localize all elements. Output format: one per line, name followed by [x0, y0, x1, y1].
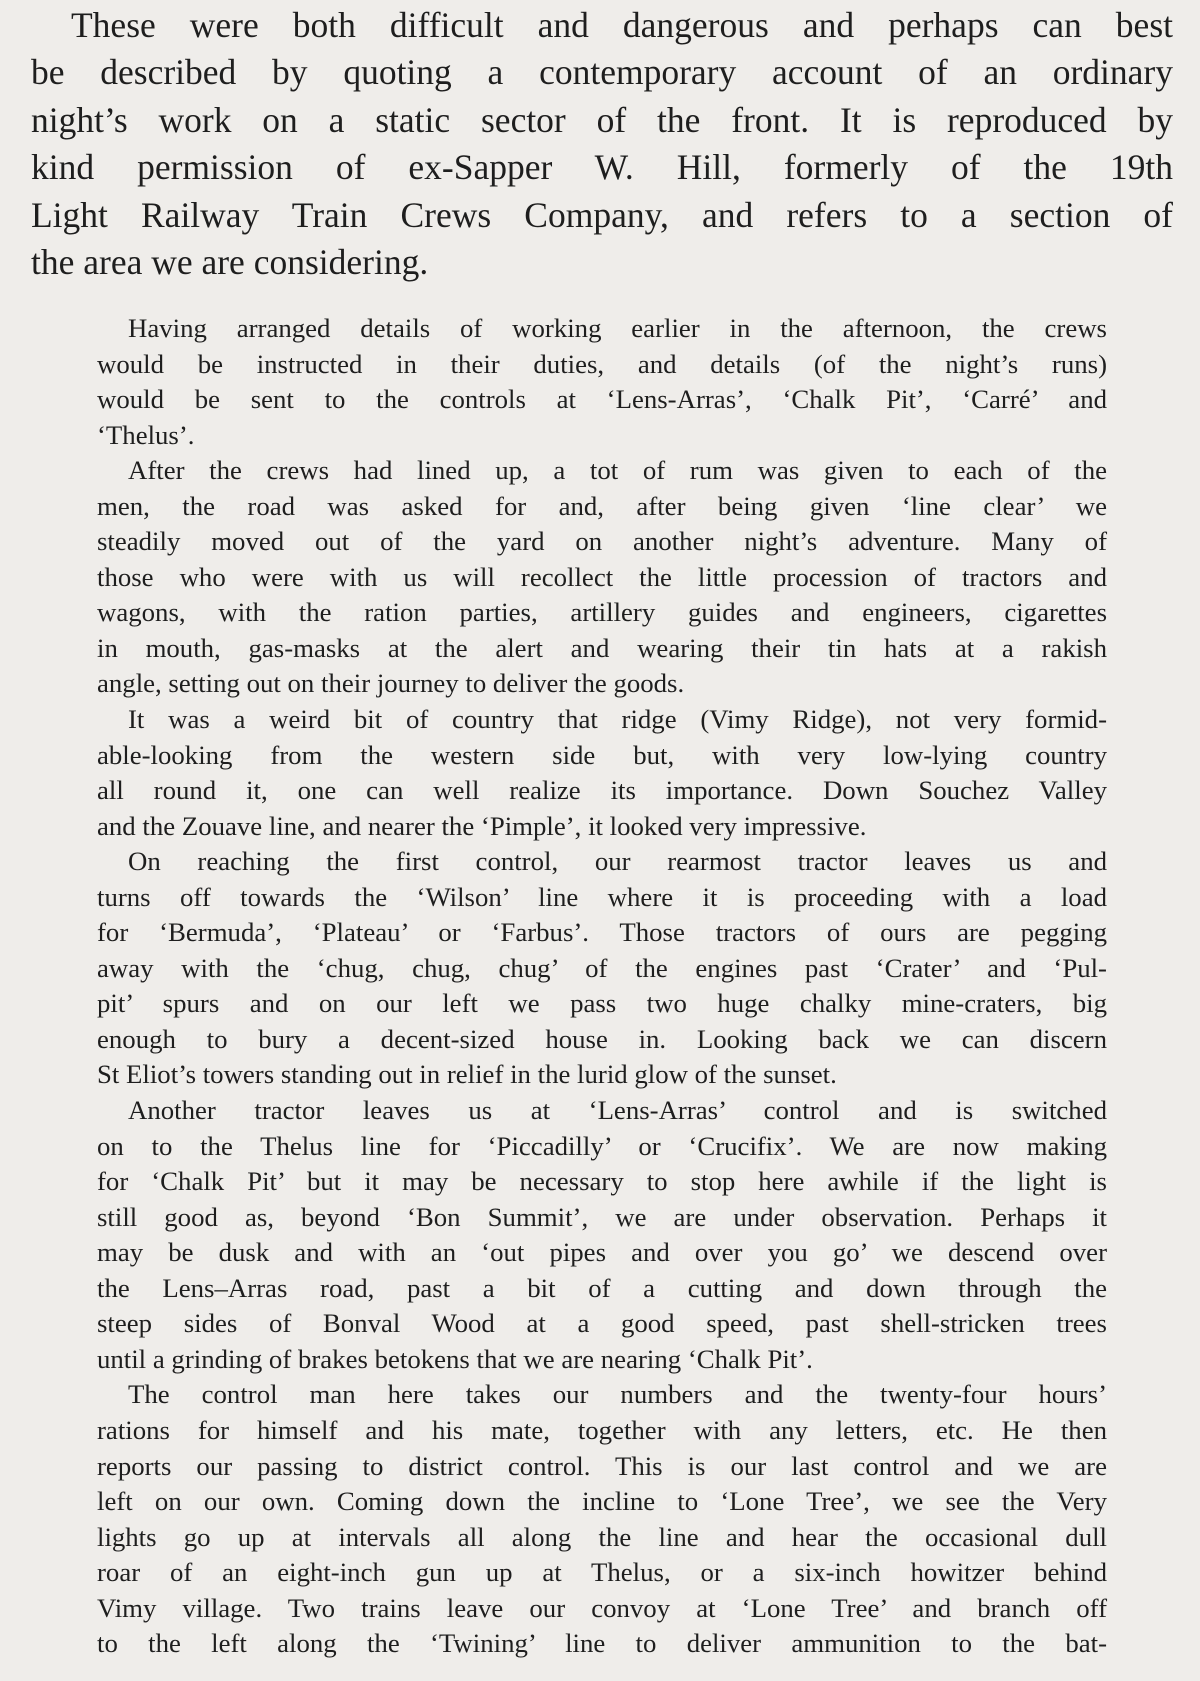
quote-line: away with the ‘chug, chug, chug’ of the engines past ‘Crater’ and ‘Pul-: [97, 952, 1107, 983]
intro-line: be described by quoting a contemporary account of an ordinary: [31, 52, 1173, 93]
quote-line: On reaching the first control, our rearmost tractor leaves us and: [128, 846, 1107, 877]
intro-line: kind permission of ex-Sapper W. Hill, formerly of the 19th: [31, 147, 1173, 188]
quote-line: would be instructed in their duties, and details (of the night’s runs): [97, 348, 1107, 379]
quote-line: all round it, one can well realize its importance. Down Souchez Valley: [97, 775, 1107, 806]
quote-line: After the crews had lined up, a tot of rum was given to each of the: [128, 455, 1107, 486]
quote-line: would be sent to the controls at ‘Lens-Arras’, ‘Chalk Pit’, ‘Carré’ and: [97, 384, 1107, 415]
quote-line: until a grinding of brakes betokens that we are nearing ‘Chalk Pit’.: [97, 1343, 813, 1374]
quote-line: in mouth, gas-masks at the alert and wearing their tin hats at a rakish: [97, 632, 1107, 663]
quoted-account: [97, 311, 1107, 1662]
quote-line: Having arranged details of working earlier in the afternoon, the crews: [128, 313, 1107, 343]
quote-line: ‘Thelus’.: [97, 419, 195, 450]
quote-paragraph: [97, 311, 1107, 453]
quote-line: rations for himself and his mate, together with any letters, etc. He then: [97, 1414, 1107, 1445]
intro-line: Light Railway Train Crews Company, and refers to a section of: [31, 194, 1173, 235]
quote-line: for ‘Chalk Pit’ but it may be necessary to stop here awhile if the light is: [97, 1166, 1107, 1197]
quote-line: those who were with us will recollect the little procession of tractors and: [97, 561, 1107, 592]
quote-line: roar of an eight-inch gun up at Thelus, or a six-inch howitzer behind: [97, 1557, 1107, 1588]
quote-line: The control man here takes our numbers and the twenty-four hours’: [128, 1379, 1107, 1410]
quote-line: reports our passing to district control. This is our last control and we are: [97, 1450, 1107, 1481]
quote-line: St Eliot’s towers standing out in relief in the lurid glow of the sunset.: [97, 1059, 837, 1090]
quote-line: able-looking from the western side but, with very low-lying country: [97, 739, 1107, 770]
quote-line: left on our own. Coming down the incline to ‘Lone Tree’, we see the Very: [97, 1486, 1107, 1517]
quote-line: may be dusk and with an ‘out pipes and over you go’ we descend over: [97, 1237, 1107, 1268]
quote-paragraph: [97, 844, 1107, 1093]
quote-line: Vimy village. Two trains leave our convoy at ‘Lone Tree’ and branch off: [97, 1592, 1107, 1623]
quote-line: steadily moved out of the yard on another night’s adventure. Many of: [97, 526, 1107, 557]
intro-paragraph: [31, 2, 1173, 286]
quote-line: turns off towards the ‘Wilson’ line where it is proceeding with a load: [97, 881, 1107, 912]
quote-line: and the Zouave line, and nearer the ‘Pimple’, it looked very impressive.: [97, 810, 867, 841]
quote-line: for ‘Bermuda’, ‘Plateau’ or ‘Farbus’. Those tractors of ours are pegging: [97, 917, 1107, 948]
quote-line: It was a weird bit of country that ridge (Vimy Ridge), not very formid-: [128, 704, 1107, 735]
quote-line: pit’ spurs and on our left we pass two huge chalky mine-craters, big: [97, 988, 1107, 1019]
intro-line: the area we are considering.: [31, 242, 429, 283]
quote-paragraph: [97, 1377, 1107, 1661]
quote-line: angle, setting out on their journey to deliver the goods.: [97, 668, 685, 699]
quote-line: still good as, beyond ‘Bon Summit’, we are under observation. Perhaps it: [97, 1201, 1107, 1232]
quote-line: wagons, with the ration parties, artillery guides and engineers, cigarettes: [97, 597, 1107, 628]
intro-line: night’s work on a static sector of the front. It is reproduced by: [31, 99, 1173, 140]
quote-line: on to the Thelus line for ‘Piccadilly’ or ‘Crucifix’. We are now making: [97, 1130, 1107, 1161]
quote-line: enough to bury a decent-sized house in. Looking back we can discern: [97, 1023, 1107, 1054]
intro-line: These were both difficult and dangerous and perhaps can best: [71, 5, 1173, 45]
quote-line: steep sides of Bonval Wood at a good speed, past shell-stricken trees: [97, 1308, 1107, 1339]
quote-paragraph: [97, 453, 1107, 702]
quote-line: men, the road was asked for and, after being given ‘line clear’ we: [97, 490, 1107, 521]
quote-paragraph: [97, 702, 1107, 844]
quote-paragraph: [97, 1093, 1107, 1377]
quote-line: lights go up at intervals all along the line and hear the occasional dull: [97, 1521, 1107, 1552]
quote-line: the Lens–Arras road, past a bit of a cutting and down through the: [97, 1272, 1107, 1303]
quote-line: Another tractor leaves us at ‘Lens-Arras’ control and is switched: [128, 1095, 1107, 1126]
quote-line: to the left along the ‘Twining’ line to deliver ammunition to the bat-: [97, 1628, 1107, 1659]
